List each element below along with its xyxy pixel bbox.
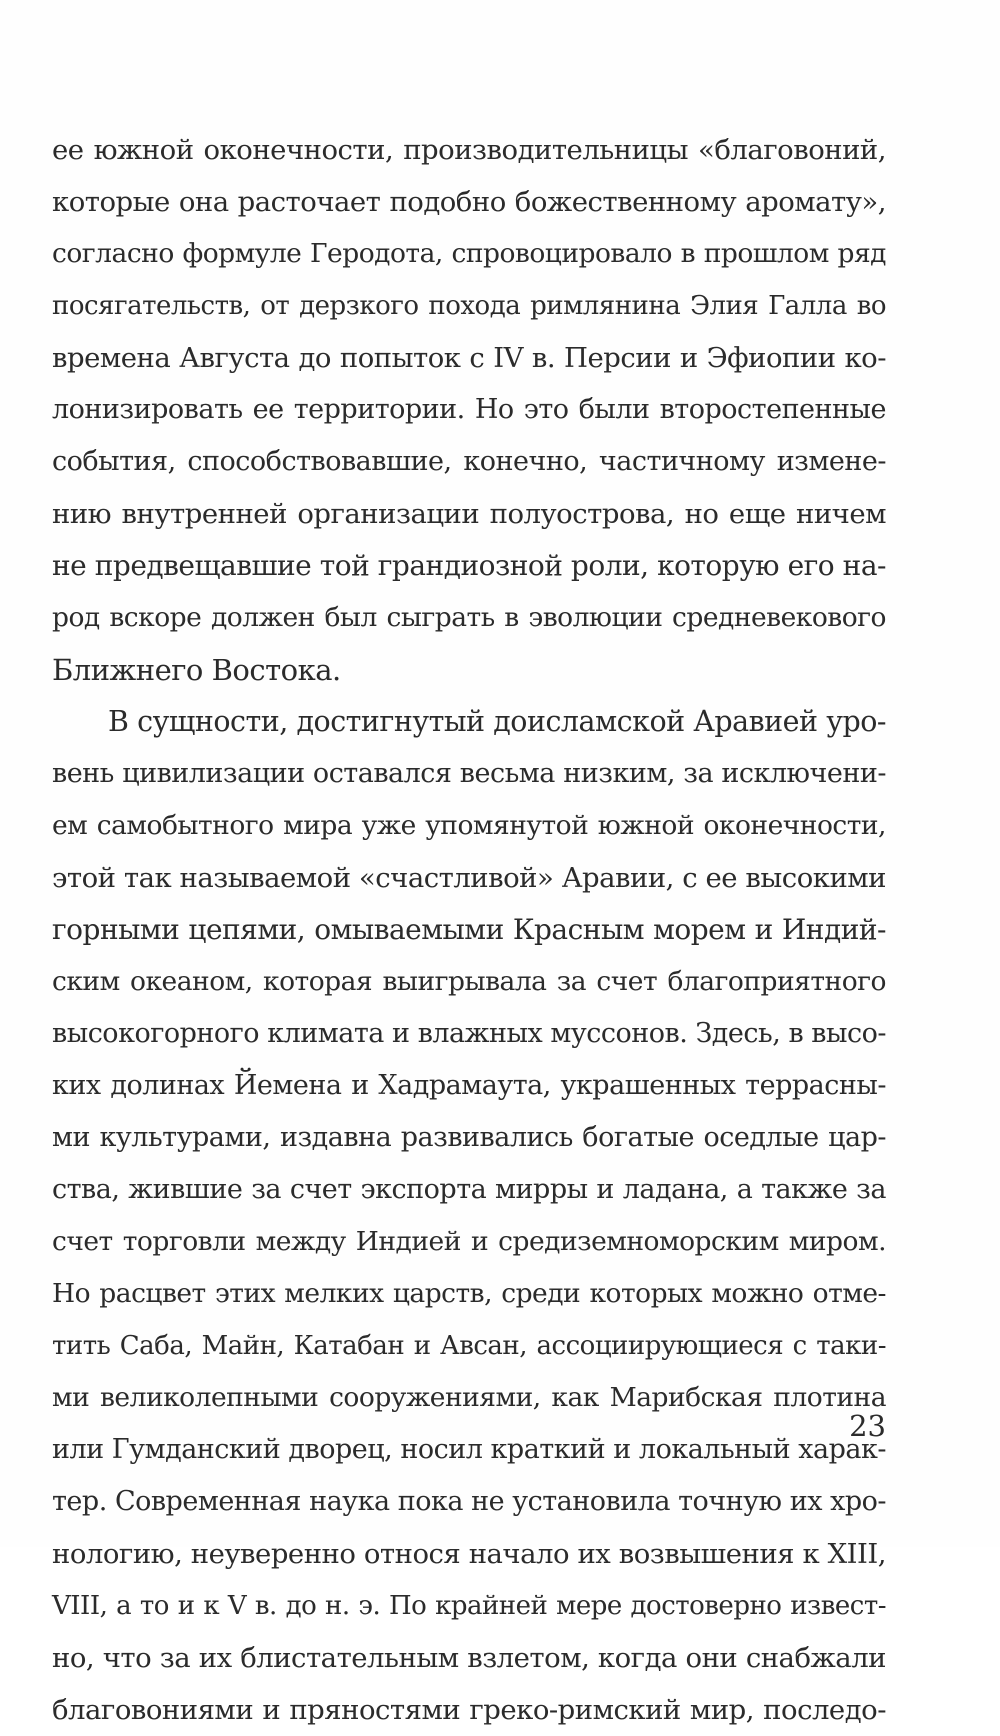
text-line: горными цепями, омываемыми Красным морем и Индий-	[52, 913, 886, 946]
text-line: VIII, а то и к V в. до н. э. По крайней мере достоверно извест-	[52, 1591, 886, 1621]
text-line: тить Саба, Майн, Катабан и Авсан, ассоциирующиеся с таки-	[52, 1331, 886, 1361]
text-line: В сущности, достигнутый доисламской Аравией уро-	[108, 705, 886, 738]
text-line: ми великолепными сооружениями, как Марибская плотина	[52, 1382, 886, 1413]
body-text	[52, 124, 886, 1736]
text-line: не предвещавшие той грандиозной роли, которую его на-	[52, 549, 886, 582]
text-line: ства, жившие за счет экспорта мирры и ладана, а также за	[52, 1174, 886, 1205]
text-line: благовониями и пряностями греко-римский мир, последо-	[52, 1694, 886, 1726]
text-line: род вскоре должен был сыграть в эволюции средневекового	[52, 602, 886, 633]
text-line: которые она расточает подобно божественному аромату»,	[52, 186, 886, 218]
text-line: посягательств, от дерзкого похода римлянина Элия Галла во	[52, 291, 886, 321]
text-line: ем самобытного мира уже упомянутой южной оконечности,	[52, 810, 886, 841]
text-line: тер. Современная наука пока не установила точную их хро-	[52, 1486, 886, 1517]
page-number: 23	[849, 1409, 886, 1443]
text-line: высокогорного климата и влажных муссонов. Здесь, в высо-	[52, 1018, 886, 1049]
text-line: но, что за их блистательным взлетом, когда они снабжали	[52, 1642, 886, 1674]
text-line: события, способствовавшие, конечно, частичному измене-	[52, 446, 886, 477]
text-line: нологию, неуверенно относя начало их возвышения к XIII,	[52, 1538, 886, 1570]
text-line: лонизировать ее территории. Но это были второстепенные	[52, 394, 886, 425]
text-line: ским океаном, которая выигрывала за счет благоприятного	[52, 966, 886, 997]
text-line: ее южной оконечности, производительницы «благовоний,	[52, 134, 886, 166]
text-line: или Гумданский дворец, носил краткий и локальный харак-	[52, 1434, 886, 1465]
paragraph-1	[52, 124, 886, 696]
text-line: Ближнего Востока.	[52, 653, 341, 687]
text-line: Но расцвет этих мелких царств, среди которых можно отме-	[52, 1278, 886, 1309]
text-line: вень цивилизации оставался весьма низким, за исключени-	[52, 758, 886, 789]
text-line: времена Августа до попыток с IV в. Персии и Эфиопии ко-	[52, 342, 886, 374]
text-line: ких долинах Йемена и Хадрамаута, украшенных террасны-	[52, 1070, 886, 1101]
text-line: этой так называемой «счастливой» Аравии, с ее высокими	[52, 862, 886, 894]
text-line: нию внутренней организации полуострова, но еще ничем	[52, 498, 886, 530]
text-line: счет торговли между Индией и средиземноморским миром.	[52, 1226, 886, 1257]
text-line: согласно формуле Геродота, спровоцировало в прошлом ряд	[52, 238, 886, 269]
text-line: ми культурами, издавна развивались богатые оседлые цар-	[52, 1122, 886, 1153]
paragraph-2	[52, 696, 886, 1736]
